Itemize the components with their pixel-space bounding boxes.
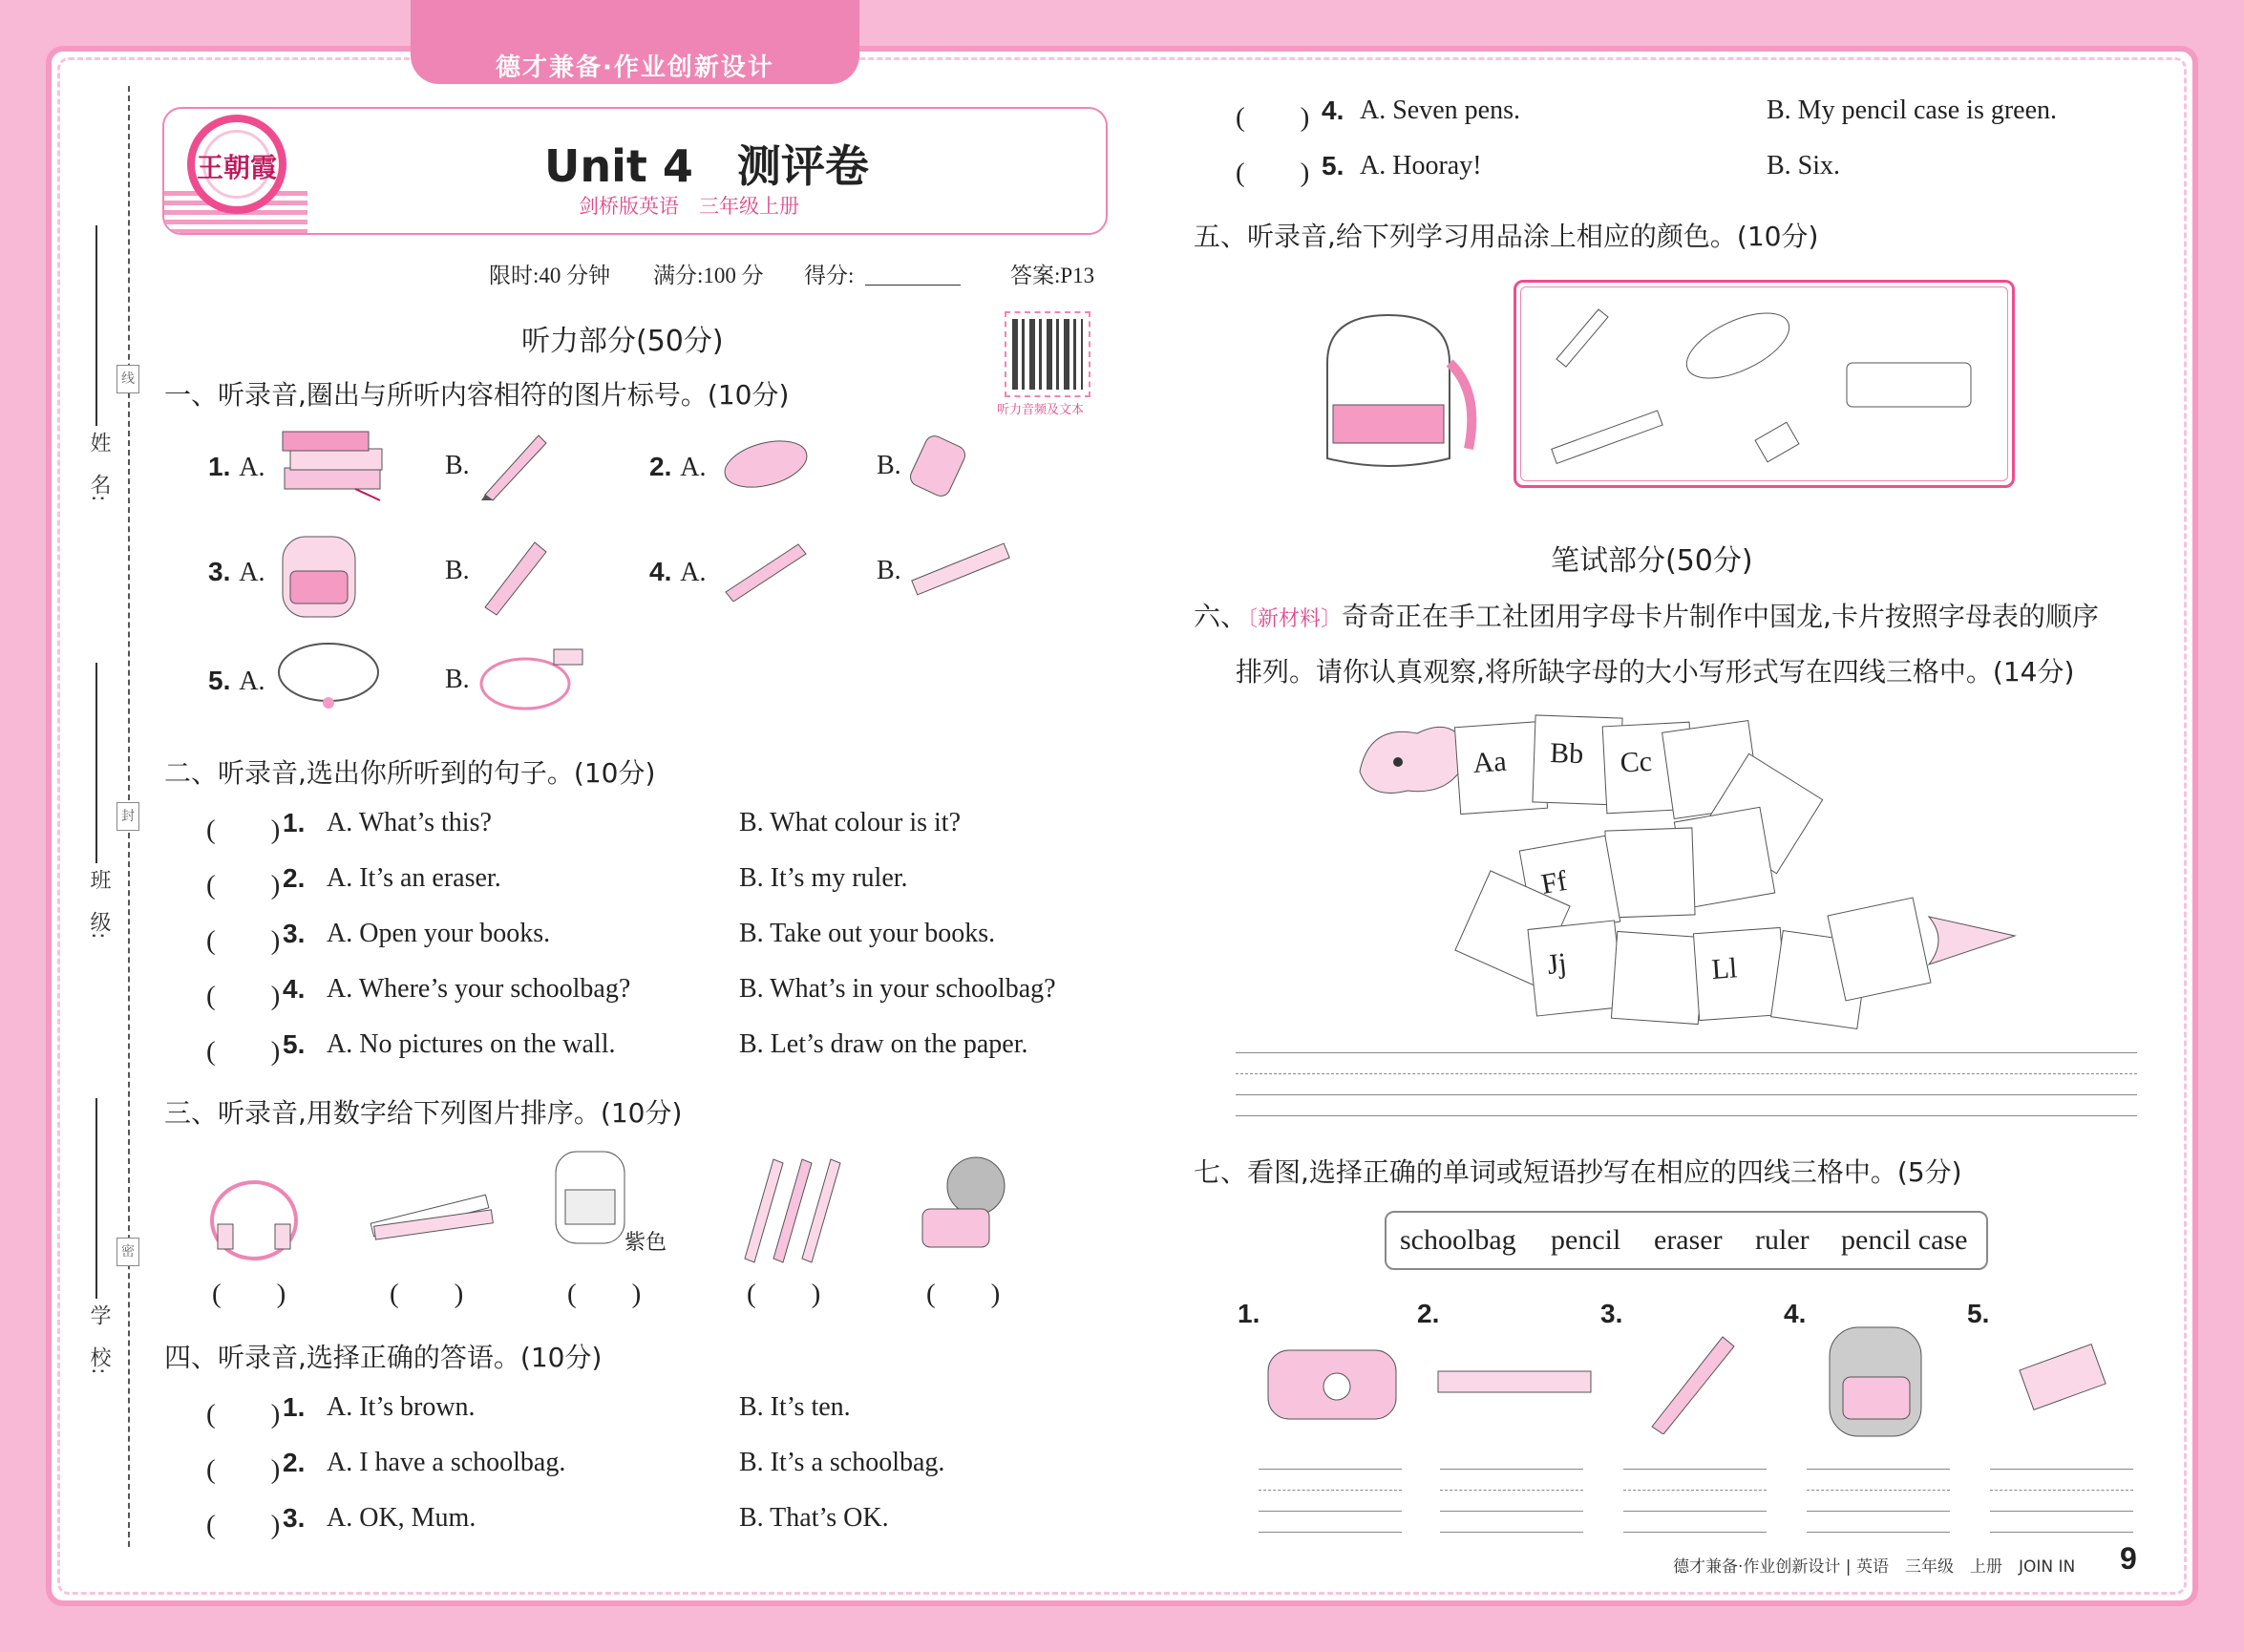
- answer-blank[interactable]: ( ): [206, 925, 281, 956]
- ruler-coloring-icon[interactable]: [1545, 407, 1669, 470]
- word-ruler: ruler: [1755, 1224, 1810, 1256]
- s7-writing-line[interactable]: [1259, 1490, 1402, 1491]
- s1-title: 一、听录音,圈出与所听内容相符的图片标号。(10分): [164, 379, 790, 411]
- s1-item4: [649, 556, 707, 588]
- qr-code-icon[interactable]: [1012, 319, 1083, 390]
- blank-letter-card[interactable]: [1827, 897, 1931, 1001]
- card-letter: Bb: [1549, 737, 1584, 771]
- order-blank-4[interactable]: ( ): [747, 1279, 821, 1309]
- s7-writing-line[interactable]: [1440, 1532, 1583, 1533]
- option-a[interactable]: A. What’s this?: [327, 808, 492, 837]
- item-number: 3.: [283, 919, 306, 948]
- item-number: 4.: [649, 557, 672, 586]
- s7-title: 七、看图,选择正确的单词或短语抄写在相应的四线三格中。(5分): [1194, 1156, 1962, 1188]
- option-a[interactable]: A.: [239, 453, 265, 482]
- full-score: 满分:100 分: [653, 264, 764, 287]
- word-eraser: eraser: [1654, 1224, 1723, 1256]
- s6-writing-line-2[interactable]: [1236, 1073, 2137, 1074]
- option-b[interactable]: B. Take out your books.: [739, 919, 996, 948]
- pencil-case-icon: [1260, 1337, 1404, 1432]
- item-number: 2.: [283, 1448, 306, 1477]
- s7-writing-line[interactable]: [1440, 1490, 1583, 1491]
- s7-writing-line[interactable]: [1990, 1469, 2133, 1470]
- word-schoolbag: schoolbag: [1400, 1224, 1516, 1256]
- s7-writing-line[interactable]: [1259, 1532, 1402, 1533]
- answer-blank[interactable]: ( ): [206, 1399, 281, 1430]
- answer-blank[interactable]: ( ): [206, 870, 281, 900]
- item-number: 3.: [208, 557, 231, 586]
- brand-logo: [187, 115, 286, 214]
- purple-label: 紫色: [625, 1231, 667, 1255]
- s7-writing-line[interactable]: [1990, 1511, 2133, 1512]
- dragon-tail-icon: [1919, 898, 2024, 974]
- option-b[interactable]: B. What colour is it?: [739, 808, 961, 837]
- s5-title: 五、听录音,给下列学习用品涂上相应的颜色。(10分): [1194, 221, 1819, 252]
- rope-icon: [477, 646, 592, 722]
- seal-box-seal: 封: [116, 802, 139, 831]
- item-number: 1.: [283, 1392, 306, 1422]
- score-label: 得分:: [804, 264, 855, 287]
- item-number: 5.: [208, 666, 231, 695]
- schoolbag-coloring-icon[interactable]: [1308, 306, 1480, 477]
- boy-reading-icon: [913, 1152, 1027, 1262]
- logo-text: 王朝霞: [196, 152, 277, 183]
- s4-title: 四、听录音,选择正确的答语。(10分): [164, 1342, 603, 1373]
- name-underline: [95, 225, 97, 426]
- pencil-icon: [476, 531, 556, 617]
- new-material-tag: 〔新材料〕: [1247, 607, 1343, 631]
- pencil-coloring-icon[interactable]: [1547, 302, 1614, 369]
- option-b[interactable]: B. It’s a schoolbag.: [739, 1448, 945, 1477]
- eraser-coloring-icon[interactable]: [1749, 418, 1807, 472]
- schoolbag-icon: [1818, 1318, 1942, 1444]
- option-a[interactable]: A. It’s brown.: [327, 1392, 476, 1422]
- school-label: 学 校:: [87, 1304, 111, 1375]
- s7-num-1: 1.: [1238, 1299, 1260, 1328]
- s6-writing-line-4[interactable]: [1236, 1115, 2137, 1116]
- option-a[interactable]: A.: [239, 558, 265, 587]
- s7-writing-line[interactable]: [1807, 1469, 1950, 1470]
- s7-writing-line[interactable]: [1259, 1469, 1402, 1470]
- s7-writing-line[interactable]: [1623, 1532, 1767, 1533]
- option-a[interactable]: A. Seven pens.: [1360, 95, 1520, 125]
- item-number: 3.: [283, 1503, 306, 1533]
- order-blank-5[interactable]: ( ): [926, 1279, 1001, 1309]
- option-b[interactable]: B. Six.: [1767, 151, 1841, 180]
- schoolbag-icon: [550, 1144, 636, 1253]
- option-b[interactable]: B. It’s my ruler.: [739, 863, 908, 893]
- s7-writing-line[interactable]: [1807, 1511, 1950, 1512]
- s1-item5: [208, 665, 265, 697]
- option-a[interactable]: A. No pictures on the wall.: [327, 1029, 616, 1059]
- s3-title: 三、听录音,用数字给下列图片排序。(10分): [164, 1097, 683, 1129]
- answer-blank[interactable]: ( ): [206, 1510, 281, 1540]
- page-subtitle: 剑桥版英语 三年级上册: [579, 195, 799, 218]
- s7-writing-line[interactable]: [1990, 1490, 2133, 1491]
- s7-writing-line[interactable]: [1990, 1532, 2133, 1533]
- qr-caption: 听力音频及文本: [997, 403, 1085, 417]
- school-underline: [95, 1098, 97, 1299]
- page-number: 9: [2120, 1541, 2137, 1576]
- ruler-icon: [1434, 1364, 1597, 1402]
- s2-title: 二、听录音,选出你所听到的句子。(10分): [164, 757, 656, 789]
- s7-num-4: 4.: [1784, 1299, 1807, 1328]
- option-a[interactable]: A.: [239, 667, 265, 696]
- answer-blank[interactable]: ( ): [206, 815, 281, 845]
- blank-letter-card[interactable]: [1611, 931, 1704, 1025]
- footer-text: 德才兼备·作业创新设计 | 英语 三年级 上册 JOIN IN: [1673, 1557, 2076, 1577]
- answer-blank[interactable]: ( ): [206, 981, 281, 1011]
- seal-box-secret: 密: [116, 1238, 139, 1266]
- answer-blank[interactable]: ( ): [206, 1454, 281, 1485]
- card-letter: Jj: [1545, 947, 1569, 981]
- pencil-icon: [1642, 1327, 1747, 1434]
- s1-item3-b[interactable]: B.: [445, 556, 470, 585]
- page-title: Unit 4 测评卷: [544, 140, 869, 192]
- option-b[interactable]: B. What’s in your schoolbag?: [739, 974, 1056, 1004]
- s6-writing-line-1[interactable]: [1236, 1052, 2137, 1053]
- answer-blank[interactable]: ( ): [1236, 158, 1310, 188]
- s7-writing-line[interactable]: [1440, 1469, 1583, 1470]
- item-number: 1.: [208, 452, 231, 481]
- item-number: 4.: [283, 974, 306, 1004]
- s6-line1: 奇奇正在手工社团用字母卡片制作中国龙,卡片按照字母表的顺序: [1342, 601, 2099, 632]
- s6-line2: 排列。请你认真观察,将所缺字母的大小写形式写在四线三格中。(14分): [1236, 656, 2075, 688]
- score-blank[interactable]: [865, 285, 961, 286]
- s1-item2-b[interactable]: B.: [877, 451, 901, 480]
- s1-item4-b[interactable]: B.: [877, 556, 901, 585]
- pen-icon: [477, 426, 554, 502]
- blank-letter-card[interactable]: [1604, 827, 1695, 918]
- answer-ref: 答案:P13: [1010, 264, 1095, 287]
- s6-title: [1194, 596, 2099, 634]
- s7-writing-line[interactable]: [1623, 1511, 1767, 1512]
- pencil-icon: [718, 535, 814, 602]
- pencil-case-icon: [718, 430, 814, 497]
- s7-writing-line[interactable]: [1807, 1532, 1950, 1533]
- option-b[interactable]: B. It’s ten.: [739, 1392, 851, 1422]
- s7-writing-line[interactable]: [1259, 1511, 1402, 1512]
- option-a[interactable]: A.: [680, 558, 707, 587]
- item-number: 1.: [283, 808, 306, 837]
- s1-item5-b[interactable]: B.: [445, 665, 470, 694]
- item-number: 2.: [649, 452, 672, 481]
- class-label: 班 级:: [87, 869, 111, 940]
- s6-writing-line-3[interactable]: [1236, 1094, 2137, 1095]
- option-a[interactable]: A. I have a schoolbag.: [327, 1448, 566, 1477]
- s1-item1-b[interactable]: B.: [445, 451, 470, 480]
- ruler-icon: [907, 535, 1012, 602]
- s1-item3: [208, 556, 265, 588]
- s1-item1: [208, 451, 265, 483]
- rulers-icon: [365, 1180, 498, 1247]
- letter-card: [1527, 920, 1623, 1016]
- order-blank-1[interactable]: ( ): [212, 1279, 286, 1309]
- book-coloring-icon[interactable]: [1837, 353, 1980, 420]
- books-icon: [279, 426, 393, 502]
- jump-rope-icon: [204, 1171, 304, 1270]
- banner-text: 德才兼备·作业创新设计: [496, 53, 774, 82]
- option-b[interactable]: B. My pencil case is green.: [1767, 95, 2058, 125]
- s7-writing-line[interactable]: [1807, 1490, 1950, 1491]
- class-underline: [95, 663, 97, 863]
- card-letter: Ll: [1710, 952, 1739, 985]
- header-banner: [411, 0, 859, 84]
- option-b[interactable]: B. Let’s draw on the paper.: [739, 1029, 1028, 1059]
- s7-num-5: 5.: [1967, 1299, 1990, 1328]
- item-number: 5.: [1322, 151, 1344, 180]
- listening-heading: 听力部分(50分): [521, 325, 724, 358]
- answer-blank[interactable]: ( ): [1236, 102, 1310, 133]
- card-letter: Ff: [1538, 864, 1570, 900]
- name-label: 姓 名:: [87, 432, 111, 502]
- option-a[interactable]: A. Hooray!: [1360, 151, 1482, 180]
- s7-num-2: 2.: [1417, 1299, 1440, 1328]
- writing-heading: 笔试部分(50分): [1551, 544, 1753, 578]
- option-a[interactable]: A. OK, Mum.: [327, 1503, 476, 1533]
- option-a[interactable]: A.: [680, 453, 707, 482]
- s7-writing-line[interactable]: [1623, 1469, 1767, 1470]
- card-letter: Cc: [1619, 745, 1653, 779]
- item-number: 2.: [283, 863, 306, 893]
- necklace-icon: [273, 638, 388, 714]
- option-b[interactable]: B. That’s OK.: [739, 1503, 889, 1533]
- s7-num-3: 3.: [1600, 1299, 1623, 1328]
- order-blank-2[interactable]: ( ): [390, 1279, 464, 1309]
- option-a[interactable]: A. It’s an eraser.: [327, 863, 501, 893]
- eraser-icon: [2005, 1337, 2120, 1423]
- item-number: 4.: [1322, 95, 1344, 125]
- seal-box-line: 线: [116, 365, 139, 393]
- card-letter: Aa: [1471, 745, 1508, 779]
- schoolbag-icon: [273, 523, 369, 625]
- order-blank-3[interactable]: ( ): [567, 1279, 642, 1309]
- s7-writing-line[interactable]: [1440, 1511, 1583, 1512]
- word-pencil-case: pencil case: [1841, 1224, 1968, 1256]
- pencils-icon: [735, 1154, 850, 1264]
- word-pencil: pencil: [1551, 1224, 1621, 1256]
- option-a[interactable]: A. Where’s your schoolbag?: [327, 974, 631, 1004]
- answer-blank[interactable]: ( ): [206, 1036, 281, 1067]
- time-limit: 限时:40 分钟: [489, 264, 611, 287]
- s1-item2: [649, 451, 707, 483]
- s6-prefix: 六、: [1194, 601, 1248, 632]
- option-a[interactable]: A. Open your books.: [327, 919, 551, 948]
- eraser-icon: [907, 430, 974, 506]
- pencil-case-coloring-icon[interactable]: [1677, 298, 1801, 393]
- item-number: 5.: [283, 1029, 306, 1059]
- s7-writing-line[interactable]: [1623, 1490, 1767, 1491]
